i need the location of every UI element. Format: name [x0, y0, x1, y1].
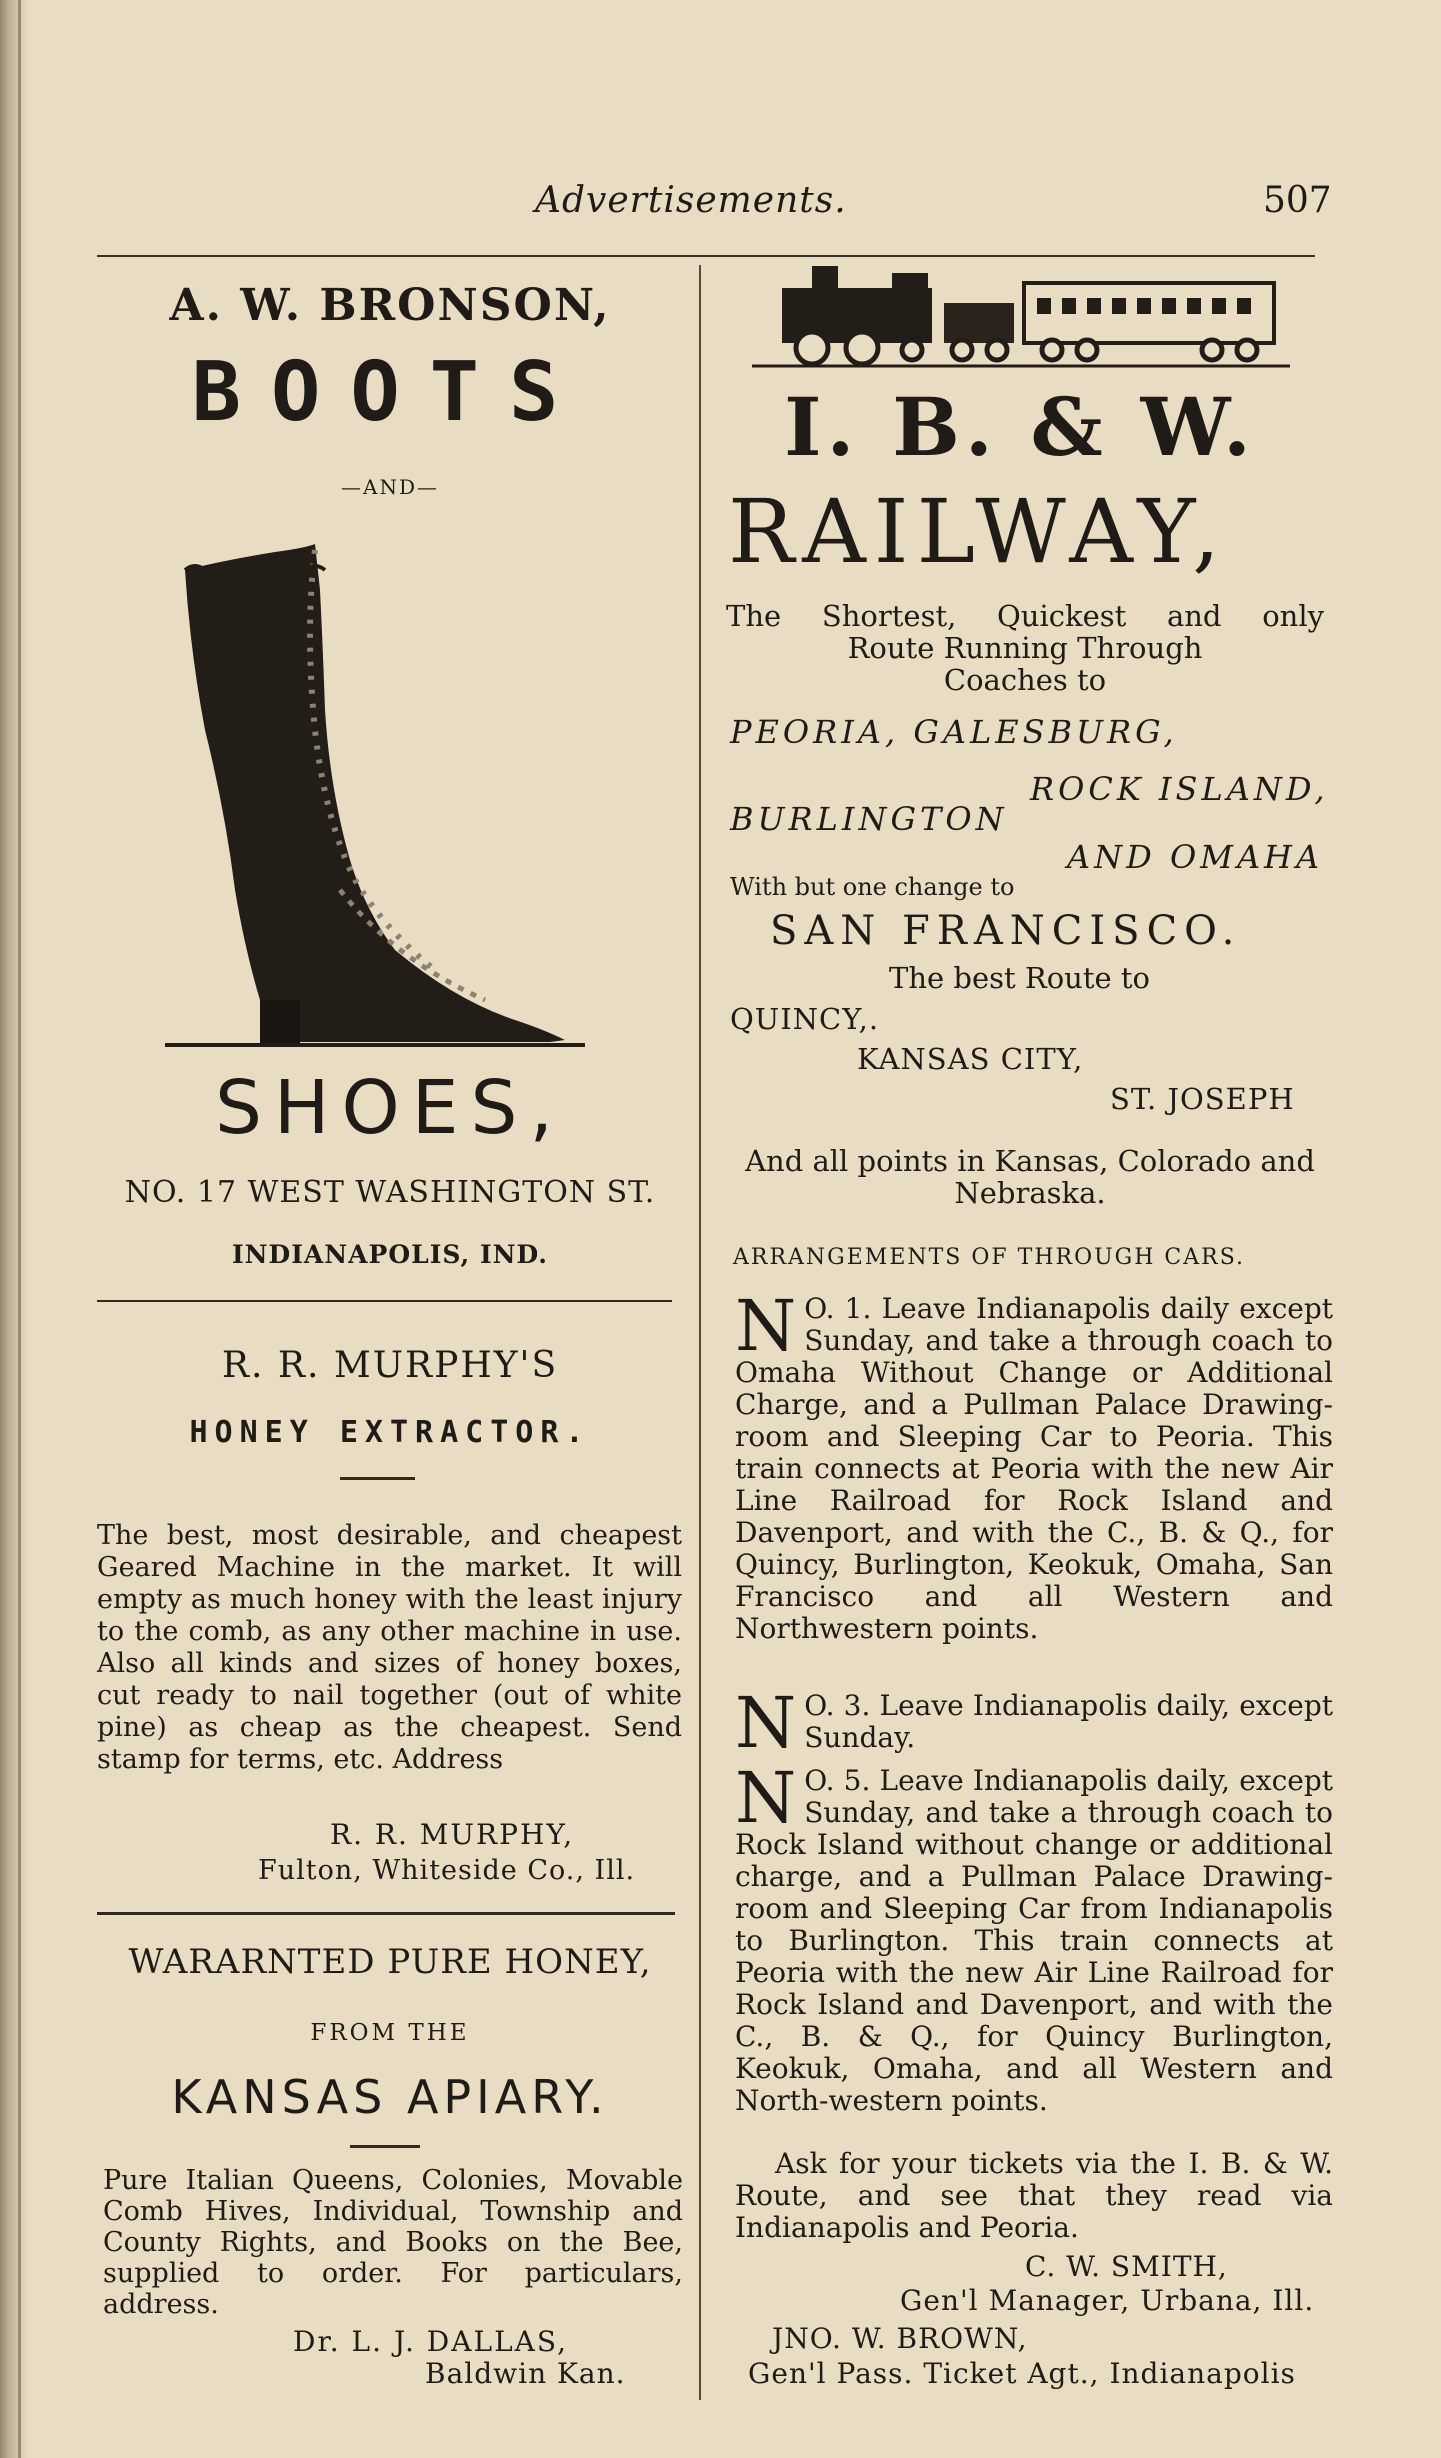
train-illustration [752, 258, 1290, 378]
railway-initials: I. B. & W. [784, 380, 1256, 474]
murphy-signature: R. R. MURPHY, [330, 1818, 575, 1851]
bronson-address: NO. 17 WEST WASHINGTON ST. [124, 1175, 656, 1210]
destination: BURLINGTON [730, 800, 1008, 838]
murphy-location: Fulton, Whiteside Co., Ill. [258, 1855, 636, 1886]
train-no1-text: O. 1. Leave Indianapolis daily except Sunday, and take a through coach to Omaha Without Change or Additional Charge, and a Pullman Palace Drawing-room and Sleeping Car to Peoria. This train connects at Peoria with the new Air Line Railroad for Rock Island and Davenport, and with the C., B. & Q., for Quincy, Burlington, Keokuk, Omaha, San Francisco and all Western and Northwestern points. [735, 1292, 1333, 1645]
destination: ROCK ISLAND, [1030, 770, 1329, 808]
destination: AND OMAHA [1067, 838, 1324, 876]
destination: PEORIA, GALESBURG, [730, 713, 1178, 751]
railway-intro-line: Route Running Through [847, 631, 1203, 665]
column-divider [699, 265, 701, 2400]
st-joseph: ST. JOSEPH [1110, 1082, 1295, 1116]
drop-cap: N [735, 1682, 797, 1764]
bronson-name: A. W. BRONSON, [169, 280, 611, 331]
header-rule [97, 255, 1315, 257]
short-rule [340, 1477, 415, 1480]
all-points-line: And all points in Kansas, Colorado and Nebraska. [745, 1144, 1315, 1210]
short-rule [350, 2145, 420, 2148]
from-the: FROM THE [310, 2020, 470, 2046]
train-no3-text: O. 3. Leave Indianapolis daily, except Sunday. [804, 1689, 1333, 1754]
and-separator: —AND— [341, 475, 439, 499]
train-no1-paragraph [735, 1285, 1333, 1645]
railway-intro-line: Coaches to [943, 663, 1107, 697]
boot-illustration [165, 530, 585, 1050]
boots-heading: BOOTS [191, 345, 589, 440]
murphy-title: R. R. MURPHY'S [221, 1345, 559, 1386]
kansas-apiary-heading: KANSAS APIARY. [171, 2070, 609, 2124]
bronson-city: INDIANAPOLIS, IND. [231, 1240, 549, 1269]
train-no5-paragraph [735, 1757, 1333, 2117]
section-rule [97, 1300, 672, 1302]
train-no5-text: O. 5. Leave Indianapolis daily, except Sunday, and take a through coach to Rock Island without change or additional charge, and a Pullman Palace Drawing-room and Sleeping Car from Indianapolis to Burlington. This train connects at Peoria with the new Air Line Railroad for Rock Island and Davenport, and with the C., B. & Q., for Quincy Burlington, Keokuk, Omaha, and all Western and North-western points. [735, 1764, 1333, 2117]
drop-cap: N [735, 1285, 797, 1367]
san-francisco: SAN FRANCISCO. [770, 908, 1242, 954]
brown-title: Gen'l Pass. Ticket Agt., Indianapolis [748, 2357, 1296, 2390]
brown-name: JNO. W. BROWN, [772, 2322, 1028, 2355]
ask-tickets-paragraph: Ask for your tickets via the I. B. & W. Route, and see that they read via Indianapolis and Peoria. [735, 2147, 1333, 2244]
railway-intro-line: The Shortest, Quickest and only [726, 599, 1324, 633]
drop-cap: N [735, 1757, 797, 1839]
shoes-heading: SHOES, [214, 1065, 566, 1151]
page-gutter-shadow [0, 0, 30, 2458]
one-change-line: With but one change to [730, 873, 1015, 901]
arrangements-heading: ARRANGEMENTS OF THROUGH CARS. [733, 1245, 1245, 1270]
honey-extractor-heading: HONEY EXTRACTOR. [189, 1415, 591, 1450]
section-rule [97, 1912, 675, 1915]
running-head: Advertisements. [535, 180, 847, 221]
train-no3-paragraph [735, 1682, 1333, 1764]
murphy-body: The best, most desirable, and cheapest Geared Machine in the market. It will empty as much honey with the least injury to the comb, as any other machine in use. Also all kinds and sizes of honey boxes, cut ready to nail together (out of white pine) as cheap as the cheapest. Send stamp for terms, etc. Address [97, 1520, 682, 1775]
dallas-location: Baldwin Kan. [425, 2357, 626, 2390]
smith-title: Gen'l Manager, Urbana, Ill. [900, 2284, 1315, 2317]
dallas-signature: Dr. L. J. DALLAS, [293, 2325, 568, 2358]
railway-heading: RAILWAY, [728, 480, 1229, 583]
apiary-body: Pure Italian Queens, Colonies, Movable Comb Hives, Individual, Township and County Rights, and Books on the Bee, supplied to order. For particulars, address. [103, 2165, 683, 2320]
railway-intro [726, 600, 1324, 696]
quincy: QUINCY,. [730, 1002, 880, 1036]
binding-edge [18, 0, 21, 2458]
kansas-city: KANSAS CITY, [857, 1042, 1084, 1076]
page-number: 507 [1263, 180, 1332, 221]
best-route-line: The best Route to [889, 961, 1150, 995]
warranted-heading: WARARNTED PURE HONEY, [128, 1942, 652, 1982]
smith-name: C. W. SMITH, [1025, 2250, 1228, 2283]
